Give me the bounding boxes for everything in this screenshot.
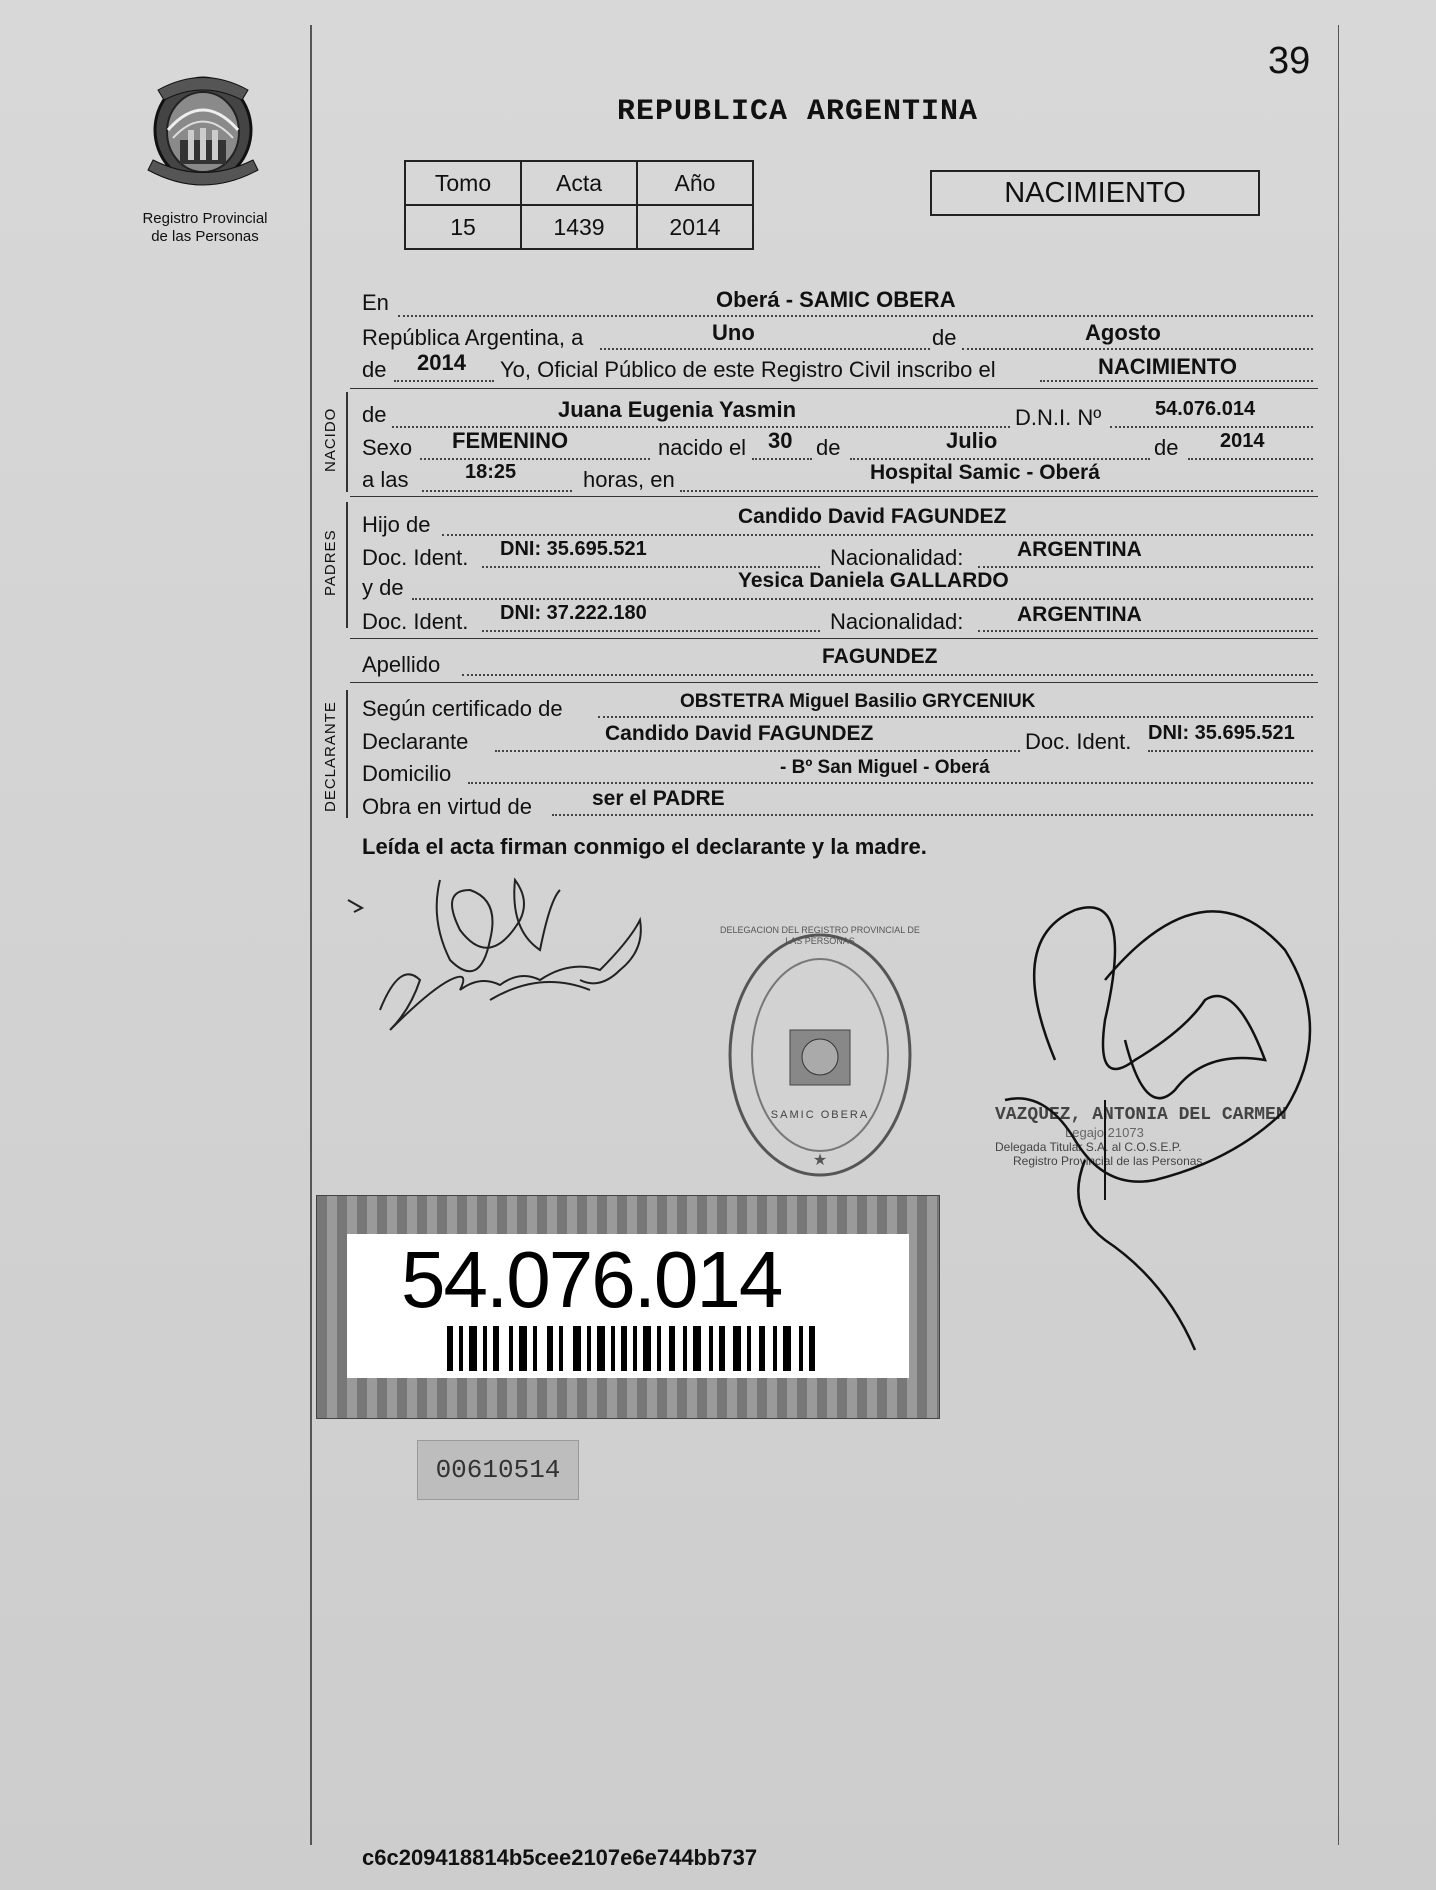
birth-month: Julio: [946, 428, 998, 453]
stamp-legajo: Legajo 21073: [1065, 1125, 1144, 1140]
dotted-line: [598, 716, 1313, 718]
stamp-name: VAZQUEZ, ANTONIA DEL CARMEN: [995, 1105, 1287, 1125]
dom-label: Domicilio: [362, 761, 452, 786]
child-dni: 54.076.014: [1155, 398, 1256, 420]
svg-text:★: ★: [812, 1150, 828, 1169]
dotted-line: [495, 750, 1020, 752]
father-doc: DNI: 35.695.521: [500, 538, 647, 560]
document-hash: c6c209418814b5cee2107e6e744bb737: [362, 1845, 758, 1870]
father-nationality: ARGENTINA: [1017, 538, 1142, 561]
separator-line: [350, 496, 1318, 497]
cert-value: OBSTETRA Miguel Basilio GRYCENIUK: [680, 691, 1036, 712]
barcode-number: 54.076.014: [401, 1235, 782, 1324]
dotted-line: [552, 814, 1313, 816]
obra-label: Obra en virtud de: [362, 794, 532, 819]
dotted-line: [850, 458, 1150, 460]
declarante-bracket: [346, 690, 348, 818]
obra-value: ser el PADRE: [592, 787, 725, 810]
seal-inner-text: SAMIC OBERA: [770, 1109, 870, 1121]
nacido-de-label: de: [362, 402, 387, 427]
year-value: 2014: [417, 350, 466, 375]
father-name: Candido David FAGUNDEZ: [738, 505, 1007, 528]
birth-time: 18:25: [465, 461, 517, 483]
value-tomo: 15: [405, 205, 521, 249]
en-label: En: [362, 290, 389, 315]
barcode-bars-icon: [447, 1326, 827, 1371]
barcode-inner: [347, 1234, 909, 1378]
official-signature-icon: [905, 860, 1345, 1360]
control-number-sticker: 00610514: [417, 1440, 579, 1500]
seal-outer-text: DELEGACION DEL REGISTRO PROVINCIAL DE LAS PERSONAS: [720, 925, 920, 946]
de2-label: de: [362, 357, 387, 382]
mother-name: Yesica Daniela GALLARDO: [738, 569, 1009, 592]
sexo-label: Sexo: [362, 435, 413, 460]
record-table-header-row: [405, 161, 753, 205]
separator-line: [350, 388, 1318, 389]
decl-doc: DNI: 35.695.521: [1148, 722, 1295, 744]
dotted-line: [1148, 750, 1313, 752]
dni-label: D.N.I. Nº: [1015, 405, 1102, 430]
birth-day: 30: [768, 428, 793, 453]
record-table: [404, 160, 754, 250]
de-label: de: [932, 325, 957, 350]
dotted-line: [752, 458, 812, 460]
birth-year: 2014: [1220, 430, 1265, 452]
barcode-label: [316, 1195, 940, 1419]
dotted-line: [398, 315, 1313, 317]
hospital-value: Hospital Samic - Oberá: [870, 461, 1100, 484]
dotted-line: [1110, 426, 1313, 428]
mother-doc: DNI: 37.222.180: [500, 602, 647, 624]
horas-label: horas, en: [583, 467, 675, 492]
month-value: Agosto: [1085, 320, 1161, 345]
dotted-line: [600, 348, 930, 350]
republica-label: República Argentina, a: [362, 325, 584, 350]
father-nac-label: Nacionalidad:: [830, 545, 964, 570]
child-name: Juana Eugenia Yasmin: [558, 397, 797, 422]
closing-statement: Leída el acta firman conmigo el declarante y la madre.: [362, 834, 927, 859]
dotted-line: [442, 534, 1313, 536]
record-type-box: NACIMIENTO: [930, 170, 1260, 216]
dotted-line: [468, 782, 1313, 784]
dotted-line: [422, 490, 572, 492]
padres-bracket: [346, 502, 348, 628]
padres-section-label: PADRES: [322, 529, 339, 596]
value-anio: 2014: [637, 205, 753, 249]
stamp-role: Delegada Titular S.A. al C.O.S.E.P.: [995, 1140, 1182, 1154]
dotted-line: [412, 598, 1313, 600]
province-logo: [138, 70, 268, 210]
header-tomo: Tomo: [405, 161, 521, 205]
left-margin-line: [310, 25, 312, 1845]
act-value: NACIMIENTO: [1098, 354, 1237, 379]
logo-caption-2: de las Personas: [151, 228, 259, 245]
dom-value: - Bº San Miguel - Oberá: [780, 757, 990, 778]
dotted-line: [978, 630, 1313, 632]
registry-seal: [720, 925, 920, 1185]
mother-doc-label: Doc. Ident.: [362, 609, 469, 634]
logo-caption-1: Registro Provincial: [142, 210, 268, 227]
mother-nationality: ARGENTINA: [1017, 603, 1142, 626]
declarant-signature-icon: [340, 860, 720, 1040]
nacido-section-label: NACIDO: [322, 407, 339, 472]
dotted-line: [462, 674, 1313, 676]
separator-line: [350, 638, 1318, 639]
day-value: Uno: [712, 320, 755, 345]
header-acta: Acta: [521, 161, 637, 205]
nacido-el-label: nacido el: [658, 435, 747, 460]
father-doc-label: Doc. Ident.: [362, 545, 469, 570]
country-title: REPUBLICA ARGENTINA: [617, 95, 979, 129]
cert-label: Según certificado de: [362, 696, 563, 721]
dotted-line: [420, 458, 650, 460]
dotted-line: [978, 566, 1313, 568]
dotted-line: [962, 348, 1313, 350]
dotted-line: [680, 490, 1313, 492]
header-anio: Año: [637, 161, 753, 205]
stamp-registry: Registro Provincial de las Personas: [1013, 1154, 1203, 1168]
yde-label: y de: [362, 575, 404, 600]
decl-doc-label: Doc. Ident.: [1025, 729, 1132, 754]
page-number: 39: [1268, 40, 1311, 82]
decl-value: Candido David FAGUNDEZ: [605, 722, 874, 745]
sexo-value: FEMENINO: [452, 428, 569, 453]
nacido-de3-label: de: [1154, 435, 1179, 460]
record-table-value-row: [405, 205, 753, 249]
yo-text: Yo, Oficial Público de este Registro Civil inscribo el: [500, 357, 996, 382]
declarante-section-label: DECLARANTE: [322, 701, 339, 812]
hijo-label: Hijo de: [362, 512, 431, 537]
dotted-line: [394, 380, 494, 382]
mother-nac-label: Nacionalidad:: [830, 609, 964, 634]
misiones-emblem-icon: [138, 70, 268, 210]
nacido-de2-label: de: [816, 435, 841, 460]
value-acta: 1439: [521, 205, 637, 249]
nacido-bracket: [346, 392, 348, 492]
apellido-label: Apellido: [362, 652, 441, 677]
decl-label: Declarante: [362, 729, 469, 754]
alas-label: a las: [362, 467, 409, 492]
dotted-line: [482, 630, 820, 632]
place-value: Oberá - SAMIC OBERA: [716, 287, 956, 312]
apellido-value: FAGUNDEZ: [822, 645, 938, 668]
dotted-line: [482, 566, 820, 568]
dotted-line: [1040, 380, 1313, 382]
dotted-line: [1188, 458, 1313, 460]
separator-line: [350, 682, 1318, 683]
